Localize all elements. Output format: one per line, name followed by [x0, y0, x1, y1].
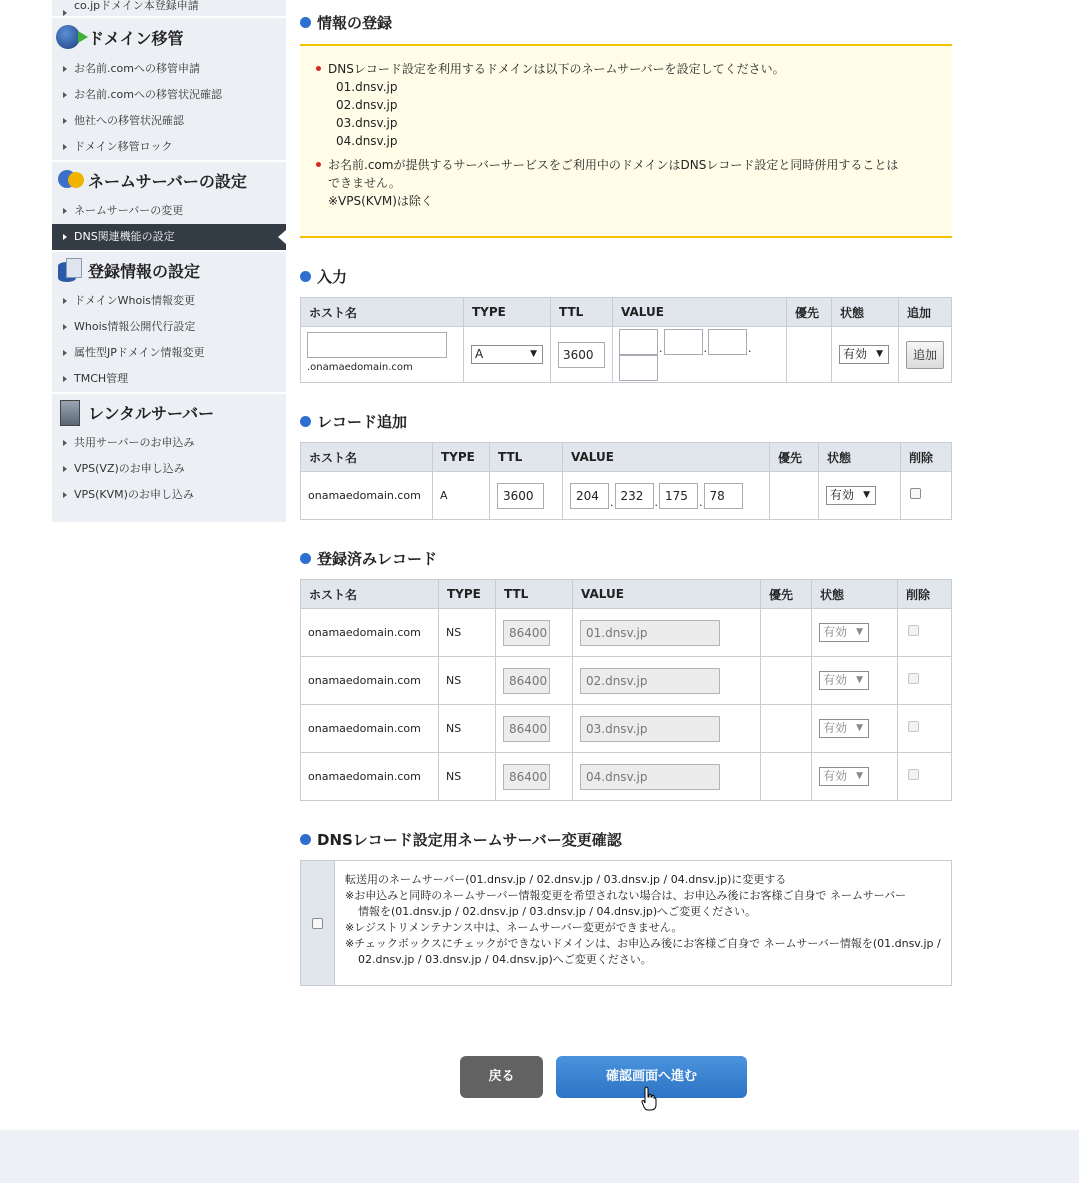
value-cell: 204 . 232 . 175 . 78 [563, 472, 770, 520]
section-title-input [300, 266, 347, 287]
server-icon [56, 398, 86, 426]
sidebar-item-whois-privacy[interactable]: Whois情報公開代行設定 [52, 314, 286, 340]
bullet-dot-icon [300, 271, 311, 282]
priority-cell [787, 327, 832, 383]
column-header: TYPE [433, 443, 490, 472]
globe-transfer-icon [56, 25, 80, 49]
ip-octet-input[interactable]: 232 [615, 483, 654, 509]
delete-checkbox [908, 721, 919, 732]
type-select[interactable] [471, 345, 543, 364]
priority-cell [761, 609, 812, 657]
ttl-readonly: 86400 [503, 620, 550, 646]
sidebar-item-vps-vz[interactable]: VPS(VZ)のお申し込み [52, 456, 286, 482]
delete-checkbox [908, 625, 919, 636]
add-cell [899, 327, 952, 383]
dropdown-arrow-icon: ▼ [856, 723, 863, 733]
column-header: VALUE [573, 580, 761, 609]
state-select-value: 有効 [843, 347, 868, 361]
column-header: 状態 [812, 580, 898, 609]
column-header: 状態 [832, 298, 899, 327]
ip-octet-input[interactable] [664, 329, 703, 355]
confirm-line: ※お申込みと同時のネームサーバー情報変更を希望されない場合は、お申込み後にお客様ご自身で ネームサーバー [345, 889, 907, 902]
host-cell: onamaedomain.com [301, 609, 439, 657]
state-cell [832, 327, 899, 383]
value-cell [573, 705, 761, 753]
host-cell: onamaedomain.com [301, 753, 439, 801]
input-table [300, 297, 952, 383]
info-bullet: DNSレコード設定を利用するドメインは以下のネームサーバーを設定してください。 [314, 60, 938, 78]
state-cell [812, 609, 898, 657]
ttl-input[interactable]: 3600 [558, 342, 605, 368]
section-title-text: DNSレコード設定用ネームサーバー変更確認 [317, 831, 622, 849]
column-header: 削除 [898, 580, 952, 609]
value-cell: . . . [613, 327, 787, 383]
confirm-checkbox-cell [301, 861, 335, 985]
sidebar-item-cojp-register[interactable]: co.jpドメイン本登録申請 [52, 0, 286, 16]
ip-octet-input[interactable]: 204 [570, 483, 609, 509]
host-cell [301, 327, 464, 383]
host-suffix: .onamaedomain.com [307, 362, 413, 373]
dropdown-arrow-icon: ▼ [856, 675, 863, 685]
section-title-text: 登録済みレコード [317, 550, 438, 568]
host-cell: onamaedomain.com [301, 705, 439, 753]
bullet-dot-icon [300, 416, 311, 427]
column-header: TYPE [464, 298, 551, 327]
sidebar-item-vps-kvm[interactable]: VPS(KVM)のお申し込み [52, 482, 286, 508]
nameserver-item: 02.dnsv.jp [336, 98, 398, 112]
delete-cell [901, 472, 952, 520]
column-header: TTL [496, 580, 573, 609]
value-readonly: 03.dnsv.jp [580, 716, 720, 742]
column-header: VALUE [563, 443, 770, 472]
info-bullet: お名前.comが提供するサーバーサービスをご利用中のドメインはDNSレコード設定と同時併用することは [314, 156, 938, 174]
section-title-confirm [300, 829, 622, 850]
section-title-text: 情報の登録 [317, 14, 393, 32]
section-title-text: レコード追加 [317, 413, 408, 431]
sidebar-section-transfer [52, 16, 286, 56]
state-select-value: 有効 [830, 488, 855, 502]
host-cell: onamaedomain.com [301, 657, 439, 705]
state-select [819, 671, 869, 690]
dropdown-arrow-icon: ▼ [876, 349, 883, 359]
delete-cell [898, 609, 952, 657]
info-text: できません。 [328, 176, 401, 190]
ttl-cell [496, 753, 573, 801]
section-title-record-add [300, 411, 407, 432]
state-select [819, 719, 869, 738]
state-cell [812, 657, 898, 705]
state-select-value: 有効 [823, 625, 848, 639]
column-header: 優先 [787, 298, 832, 327]
delete-checkbox [908, 769, 919, 780]
hand-cursor-icon [641, 1086, 657, 1112]
ttl-readonly: 86400 [503, 716, 550, 742]
value-readonly: 04.dnsv.jp [580, 764, 720, 790]
nameserver-change-checkbox[interactable] [312, 918, 323, 929]
type-cell: NS [439, 705, 496, 753]
host-input[interactable] [307, 332, 447, 358]
state-select [819, 623, 869, 642]
column-header: 削除 [901, 443, 952, 472]
record-add-table [300, 442, 952, 520]
sidebar-item-tmch[interactable]: TMCH管理 [52, 366, 286, 392]
bullet-dot-icon [300, 17, 311, 28]
nameserver-item: 01.dnsv.jp [336, 80, 398, 94]
state-select-value: 有効 [823, 673, 848, 687]
state-select[interactable] [826, 486, 876, 505]
delete-cell [898, 657, 952, 705]
ttl-input[interactable]: 3600 [497, 483, 544, 509]
type-cell [464, 327, 551, 383]
state-select-value: 有効 [823, 769, 848, 783]
sidebar-item-nameserver-change[interactable]: ネームサーバーの変更 [52, 198, 286, 224]
confirm-line: 転送用のネームサーバー(01.dnsv.jp / 02.dnsv.jp / 03.dnsv.jp / 04.dnsv.jp)に変更する [345, 873, 787, 886]
bullet-dot-icon [300, 553, 311, 564]
type-cell: NS [439, 609, 496, 657]
ttl-cell [551, 327, 613, 383]
database-icon [56, 256, 86, 284]
table-row [301, 753, 952, 801]
state-select [819, 767, 869, 786]
sidebar-item-transfer-out-status[interactable]: 他社への移管状況確認 [52, 108, 286, 134]
ttl-cell [496, 657, 573, 705]
delete-cell [898, 753, 952, 801]
type-cell: NS [439, 657, 496, 705]
ip-octet-input[interactable] [708, 329, 747, 355]
sidebar-section-title: 登録情報の設定 [88, 261, 201, 281]
table-row [301, 657, 952, 705]
sidebar-section-title: ドメイン移管 [88, 28, 184, 48]
delete-cell [898, 705, 952, 753]
ip-octet-input[interactable]: 78 [704, 483, 743, 509]
sidebar-item-transfer-status[interactable]: お名前.comへの移管状況確認 [52, 82, 286, 108]
sidebar [52, 0, 286, 522]
value-cell [573, 657, 761, 705]
ttl-cell [496, 609, 573, 657]
table-row [301, 705, 952, 753]
state-select[interactable] [839, 345, 889, 364]
registered-table [300, 579, 952, 801]
value-cell [573, 753, 761, 801]
confirm-text [335, 861, 951, 985]
sidebar-section-rental-server [52, 392, 286, 430]
column-header: TTL [551, 298, 613, 327]
column-header: ホスト名 [301, 580, 439, 609]
sidebar-item-transfer-apply[interactable]: お名前.comへの移管申請 [52, 56, 286, 82]
column-header: ホスト名 [301, 443, 433, 472]
confirm-line: ※レジストリメンテナンス中は、ネームサーバー変更ができません。 [345, 921, 683, 934]
confirm-line: 02.dnsv.jp / 03.dnsv.jp / 04.dnsv.jp)へご変更ください。 [358, 953, 652, 966]
delete-checkbox[interactable] [910, 488, 921, 499]
nameserver-item: 03.dnsv.jp [336, 116, 398, 130]
sidebar-section-registration [52, 250, 286, 288]
column-header: 状態 [819, 443, 901, 472]
column-header: 優先 [761, 580, 812, 609]
sidebar-section-title: ネームサーバーの設定 [88, 171, 247, 191]
sidebar-item-shared-server[interactable]: 共用サーバーのお申込み [52, 430, 286, 456]
dropdown-arrow-icon: ▼ [530, 349, 537, 359]
section-title-text: 入力 [317, 268, 348, 286]
ttl-cell [496, 705, 573, 753]
people-icon [56, 166, 86, 194]
value-readonly: 01.dnsv.jp [580, 620, 720, 646]
host-cell: onamaedomain.com [301, 472, 433, 520]
column-header: 追加 [899, 298, 952, 327]
sidebar-section-nameserver [52, 160, 286, 198]
nameserver-item: 04.dnsv.jp [336, 134, 398, 148]
sidebar-section-title: レンタルサーバー [88, 403, 215, 423]
column-header: TTL [490, 443, 563, 472]
dropdown-arrow-icon: ▼ [863, 490, 870, 500]
type-cell: A [433, 472, 490, 520]
column-header: ホスト名 [301, 298, 464, 327]
ttl-cell [490, 472, 563, 520]
sidebar-item-dns-settings[interactable]: DNS関連機能の設定 [52, 224, 286, 250]
info-box [300, 44, 952, 238]
column-header: 優先 [770, 443, 819, 472]
section-title-registered [300, 548, 437, 569]
confirm-line: 情報を(01.dnsv.jp / 02.dnsv.jp / 03.dnsv.jp / 04.dnsv.jp)へご変更ください。 [358, 905, 757, 918]
proceed-to-confirm-button[interactable]: 確認画面へ進む [556, 1056, 747, 1098]
ip-octet-input[interactable] [619, 355, 658, 381]
ttl-readonly: 86400 [503, 668, 550, 694]
confirm-box [300, 860, 952, 986]
dropdown-arrow-icon: ▼ [856, 627, 863, 637]
value-readonly: 02.dnsv.jp [580, 668, 720, 694]
add-button[interactable]: 追加 [906, 341, 944, 369]
state-cell [819, 472, 901, 520]
sidebar-item-whois-change[interactable]: ドメインWhois情報変更 [52, 288, 286, 314]
priority-cell [761, 753, 812, 801]
ttl-readonly: 86400 [503, 764, 550, 790]
back-button[interactable]: 戻る [460, 1056, 543, 1098]
column-header: TYPE [439, 580, 496, 609]
column-header: VALUE [613, 298, 787, 327]
sidebar-item-jp-domain-info[interactable]: 属性型JPドメイン情報変更 [52, 340, 286, 366]
state-select-value: 有効 [823, 721, 848, 735]
confirm-line: ※チェックボックスにチェックができないドメインは、お申込み後にお客様ご自身で ネームサーバー情報を(01.dnsv.jp / [345, 937, 941, 950]
delete-checkbox [908, 673, 919, 684]
table-row [301, 609, 952, 657]
sidebar-item-transfer-lock[interactable]: ドメイン移管ロック [52, 134, 286, 160]
bullet-dot-icon [300, 834, 311, 845]
priority-cell [761, 705, 812, 753]
state-cell [812, 705, 898, 753]
footer-band [0, 1130, 1079, 1183]
type-select-value: A [475, 347, 484, 361]
ip-octet-input[interactable]: 175 [659, 483, 698, 509]
info-text: ※VPS(KVM)は除く [328, 194, 433, 208]
dropdown-arrow-icon: ▼ [856, 771, 863, 781]
type-cell: NS [439, 753, 496, 801]
priority-cell [770, 472, 819, 520]
ip-octet-input[interactable] [619, 329, 658, 355]
state-cell [812, 753, 898, 801]
priority-cell [761, 657, 812, 705]
section-title-info [300, 12, 392, 33]
value-cell [573, 609, 761, 657]
